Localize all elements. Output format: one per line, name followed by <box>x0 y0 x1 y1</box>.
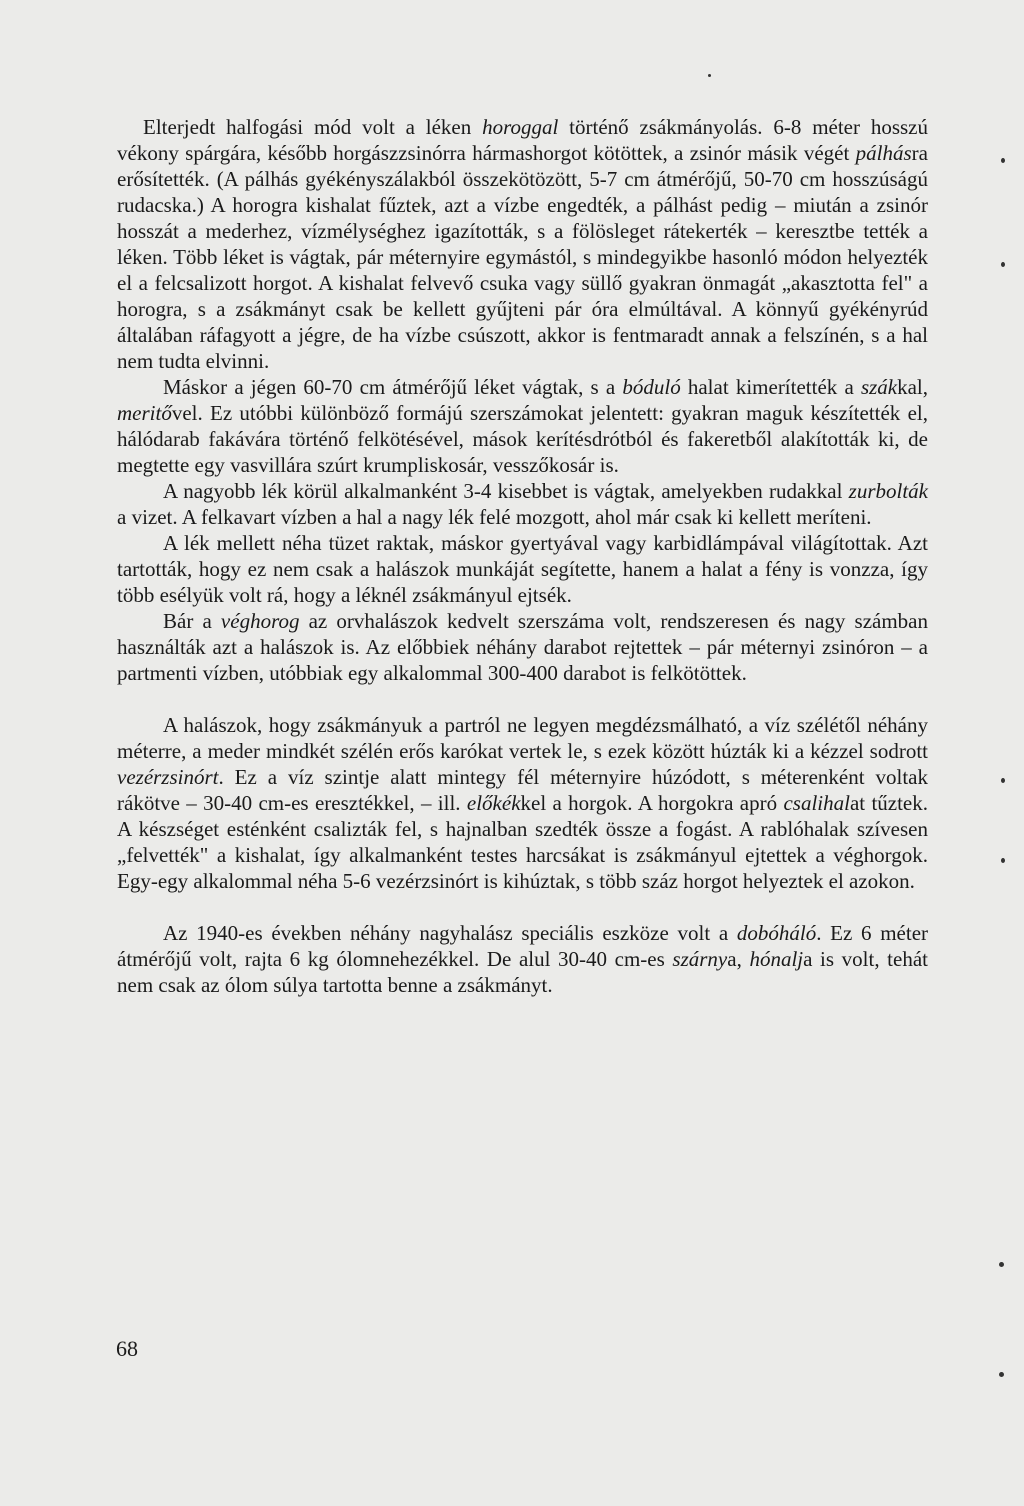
text-run: Bár a <box>163 609 221 633</box>
paragraph <box>117 374 928 478</box>
text-run: a is volt, tehát nem csak az ólom súlya tartotta benne a zsákmányt. <box>117 947 928 997</box>
text-run: a vizet. A felkavart vízben a hal a nagy lék felé mozgott, ahol már csak ki kellett meríteni. <box>117 505 872 529</box>
text-run: kal, <box>897 375 929 399</box>
italic-term: pálhás <box>855 141 912 165</box>
speck <box>1001 262 1005 267</box>
text-run: Az 1940-es években néhány nagyhalász speciális eszköze volt a <box>163 921 737 945</box>
italic-term: hónalj <box>749 947 804 971</box>
page-number: 68 <box>116 1336 138 1361</box>
italic-term: véghorog <box>220 609 300 633</box>
text-run: Elterjedt halfogási mód volt a léken <box>143 115 483 139</box>
italic-term: bóduló <box>622 375 681 399</box>
paragraph <box>117 530 928 608</box>
speck <box>1001 778 1005 783</box>
speck <box>1001 158 1005 163</box>
body-text <box>117 114 928 998</box>
speck <box>708 74 711 77</box>
paragraph <box>117 608 928 686</box>
italic-term: csalihal <box>783 791 850 815</box>
text-run: A halászok, hogy zsákmányuk a partról ne legyen megdézsmálható, a víz szélétől néhány méterre, a meder mindkét szélén erős karókat vertek le, s ezek között húzták ki a kézzel sodrott <box>117 713 928 763</box>
text-run: . Ez 6 méter átmérőjű volt, rajta 6 kg ólomnehezékkel. De alul 30-40 cm-es <box>117 921 929 971</box>
italic-term: dobóháló <box>736 921 817 945</box>
paragraph <box>117 712 928 894</box>
italic-term: zurbolták <box>848 479 928 503</box>
paragraph <box>117 114 928 374</box>
text-run: történő zsákmányolás. 6-8 méter hosszú vékony spárgára, később horgászzsinórra hármashorgot kötöttek, a zsinór másik végét <box>117 115 928 165</box>
speck <box>999 1262 1004 1267</box>
text-run: at tűztek. A készséget esténként csalizták fel, s hajnalban szedték össze a fogást. A rablóhalak szívesen „felvették" a kishalat, így alkalmanként testes harcsákat is zsákmányul ejtettek a véghorgok. Egy-egy alkalommal néha 5-6 vezérzsinórt is kihúztak, s több száz horgot helyeztek el azokon. <box>117 791 929 893</box>
text-run: az orvhalászok kedvelt szerszáma volt, rendszeresen és nagy számban használták azt a halászok is. Az előbbiek néhány darabot rejtettek – pár méternyi zsinóron – a partmenti vízben, utóbbiak egy alkalommal 300-400 darabot is felkötöttek. <box>117 609 928 685</box>
text-run: a, <box>727 947 750 971</box>
italic-term: meritő <box>117 401 172 425</box>
text-run: . Ez a víz szintje alatt mintegy fél méternyire húzódott, s méterenként voltak rákötve – 30-40 cm-es eresztékkel, – ill. <box>117 765 928 815</box>
paragraph <box>117 478 928 530</box>
italic-term: horoggal <box>482 115 559 139</box>
text-run: A nagyobb lék körül alkalmanként 3-4 kisebbet is vágtak, amelyekben rudakkal <box>163 479 849 503</box>
paragraph <box>117 920 928 998</box>
italic-term: előkék <box>466 791 521 815</box>
text-run: A lék mellett néha tüzet raktak, máskor gyertyával vagy karbidlámpával világítottak. Azt tartották, hogy ez nem csak a halászok munkáját segítette, hanem a halat a fény is vonzza, így több esélyük volt rá, hogy a léknél zsákmányul ejtsék. <box>117 531 928 607</box>
italic-term: szák <box>860 375 898 399</box>
text-run: vel. Ez utóbbi különböző formájú szerszámokat jelentett: gyakran maguk készítették el, hálódarab fakávára történő felkötésével, mások kerítésdrótból és fakeretből alakították ki, de megtette egy vasvillára szúrt krumpliskosár, vesszőkosár is. <box>117 401 928 477</box>
text-run: halat kimerítették a <box>680 375 861 399</box>
text-run: ra erősítették. (A pálhás gyékényszálakból összekötözött, 5-7 cm átmérőjű, 50-70 cm hosszúságú rudacska.) A horogra kishalat fűztek, azt a vízbe engedték, a pálhást pedig – miután a zsinór hosszát a mederhez, vízmélységhez igazították, s a fölösleget rátekerték – keresztbe tették a léken. Több léket is vágtak, pár méternyire egymástól, s mindegyikbe hasonló módon helyezték el a felcsalizott horgot. A kishalat felvevő csuka vagy süllő gyakran önmagát „akasztotta fel" a horogra, s a zsákmányt csak be kellett gyűjteni pár óra elmúltával. A könnyű gyékényrúd általában ráfagyott a jégre, de ha vízbe csúszott, akkor is fentmaradt annak a felszínén, s a hal nem tudta elvinni. <box>117 141 928 373</box>
text-run: kel a horgok. A horgokra apró <box>520 791 784 815</box>
text-run: Máskor a jégen 60-70 cm átmérőjű léket vágtak, s a <box>163 375 623 399</box>
speck <box>1001 858 1005 863</box>
speck <box>999 1372 1004 1377</box>
italic-term: szárny <box>672 947 728 971</box>
italic-term: vezérzsinórt <box>117 765 219 789</box>
